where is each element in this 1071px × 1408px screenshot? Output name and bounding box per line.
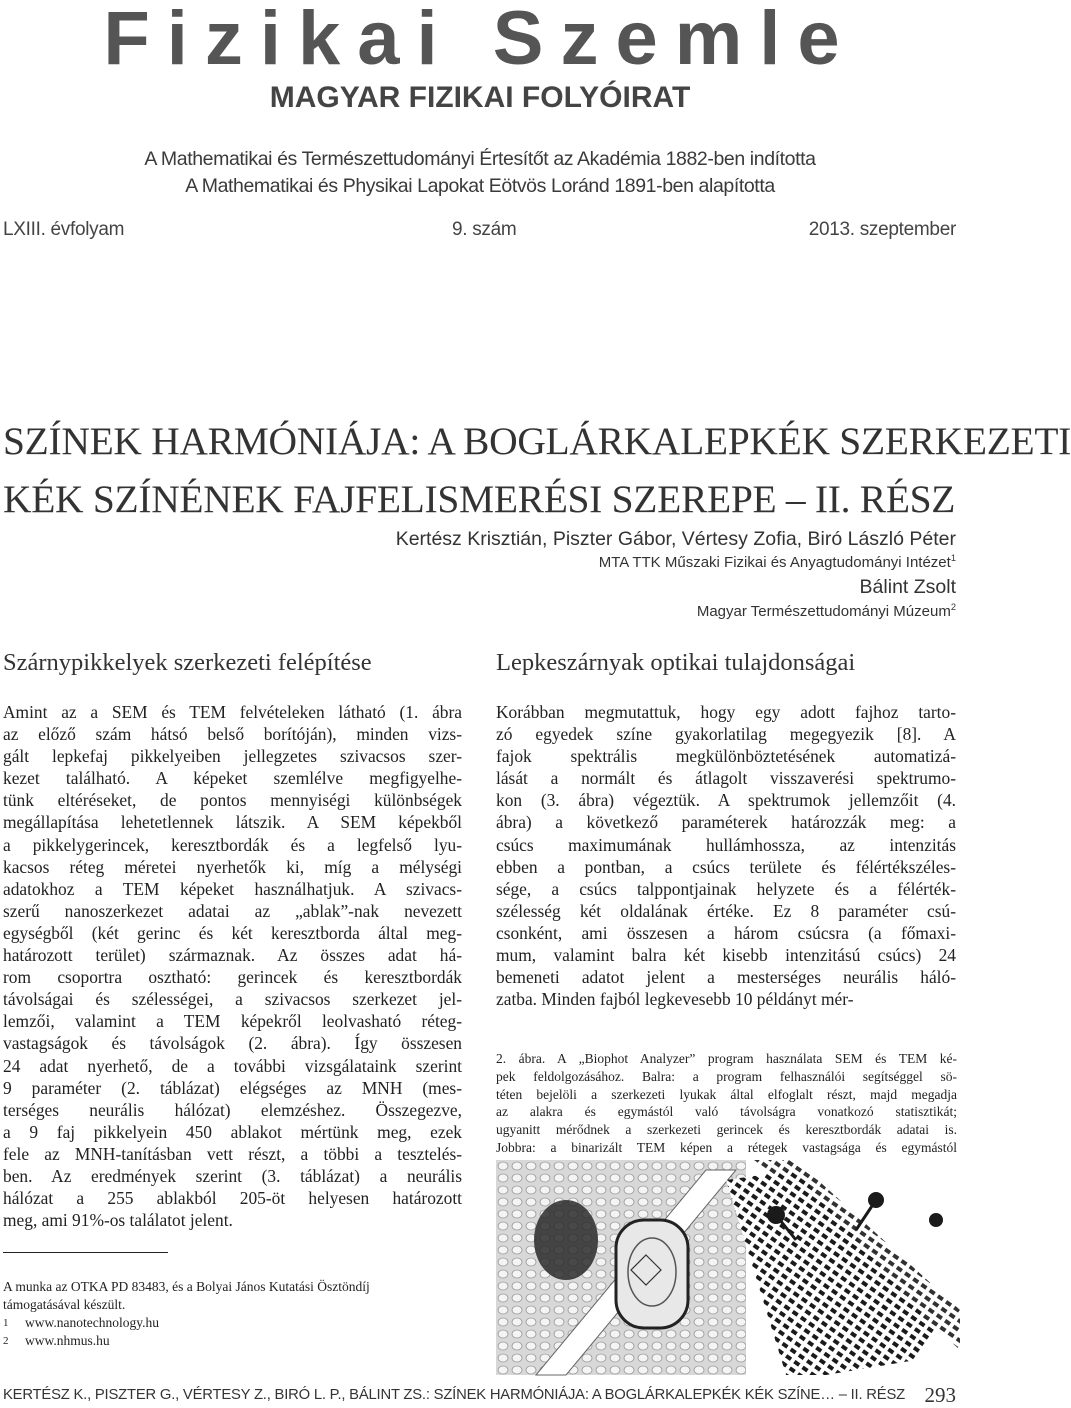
left-column-text [3, 701, 462, 1231]
funding-note: támogatásával készült. [3, 1297, 126, 1312]
text-line: adatokhoz a TEM képeket használhatjuk. A szivacs- [3, 878, 462, 899]
text-line: egységből (két gerinc és két keresztborda által meg- [3, 922, 462, 943]
footnote-url[interactable]: www.nhmus.hu [25, 1333, 110, 1348]
text-line: lemzői, valamint a TEM képekről leolvasható réteg- [3, 1011, 462, 1032]
text-line: 24 adat nyerhető, de a további vizsgálataink szerint [3, 1055, 462, 1076]
text-line: bemeneti adatot jelent a mesterséges neurális háló- [496, 967, 956, 988]
author-list: Bálint Zsolt [859, 576, 956, 598]
text-line: hálózat a 255 ablakból 205-öt helyesen határozott [3, 1188, 462, 1209]
text-line: kezet található. A képeket szemlélve megfigyelhe- [3, 768, 462, 789]
text-line: szerű nanoszerkezet adatai az „ablak”-nak nevezett [3, 900, 462, 921]
text-line: kacsos réteg méretei nyerhetők ki, míg a mélységi [3, 856, 462, 877]
issue-volume: LXIII. évfolyam [3, 219, 125, 240]
text-line: sége, a csúcs talppontjainak helyzete és a félérték- [496, 878, 956, 899]
history-line: A Mathematikai és Természettudományi Értesítőt az Akadémia 1882-ben indította [144, 148, 816, 170]
text-line: csúcs maximumának hullámhossza, az intenzitás [496, 834, 956, 855]
text-line: zatba. Minden fajból legkevesebb 10 példányt mér- [496, 989, 854, 1010]
text-line: rom csoportra osztható: gerincek és keresztbordák [3, 967, 462, 988]
text-line: a 9 faj pikkelyein 450 ablakot mértünk meg, ezek [3, 1121, 462, 1142]
text-line: távolságai és szélességei, a szivacsos szerkezet jel- [3, 989, 462, 1010]
text-line: a pikkelygerincek, keresztbordák és a legfelső lyu- [3, 834, 462, 855]
article-title-line: KÉK SZÍNÉNEK FAJFELISMERÉSI SZEREPE – II. RÉSZ [3, 477, 956, 521]
affiliation-mark: 1 [950, 553, 956, 563]
text-line: Jobbra: a binarizált TEM képen a rétegek vastagsága és egymástól [496, 1139, 957, 1155]
section-heading: Lepkeszárnyak optikai tulajdonságai [496, 649, 856, 676]
text-line: tünk eltéréseket, de pontos mennyiségi különbségek [3, 790, 462, 811]
affiliation: Magyar Természettudományi Múzeum$^2$ [696, 602, 956, 620]
journal-history [0, 146, 960, 200]
section-heading: Szárnypikkelyek szerkezeti felépítése [3, 649, 372, 676]
footnote-mark: 2 [3, 1335, 9, 1347]
text-line: terséges neurális hálózat) elemzéshez. Összegezve, [3, 1099, 462, 1120]
text-line: ugyanitt mérődnek a szerkezeti gerincek és keresztbordák adatai is. [496, 1122, 957, 1138]
text-line: Amint az a SEM és TEM felvételeken látható (1. ábra [3, 702, 462, 722]
right-column-text [496, 701, 956, 1010]
author-list: Kertész Krisztián, Piszter Gábor, Vértesy Zofia, Biró László Péter [395, 528, 956, 550]
footnote-rule [3, 1252, 168, 1253]
journal-title: Fizikai Szemle [103, 0, 857, 81]
issue-number: 9. szám [452, 219, 517, 240]
text-line: csonként, ami összesen a három csúcsra (a főmaxi- [496, 922, 956, 943]
footnote-url[interactable]: www.nanotechnology.hu [25, 1315, 159, 1330]
text-line: 2. ábra. A „Biophot Analyzer” program használata SEM és TEM ké- [496, 1051, 957, 1066]
article-title [3, 412, 1071, 528]
figure-2-image [496, 1160, 960, 1375]
footnote-1 [3, 1314, 463, 1332]
text-line: 9 paraméter (2. táblázat) elégséges az MNH (mes- [3, 1077, 462, 1098]
text-line: pek feldolgozásához. Balra: a program felhasználói segítséggel sö- [496, 1068, 957, 1084]
text-line: téten bejelöli a szerkezeti lyukak által elfoglalt részt, majd megadja [496, 1086, 957, 1102]
text-line: fele az MNH-tanításban vett részt, a többi a tesztelés- [3, 1143, 462, 1164]
text-line: lását a normált és átlagolt visszaverési spektrumo- [496, 768, 956, 789]
text-line: Korábban megmutattuk, hogy egy adott fajhoz tarto- [496, 702, 956, 722]
text-line: ábra) a következő paraméterek határozzák meg: a [496, 812, 956, 833]
page-number: 293 [924, 1383, 956, 1407]
text-line: gált lepkefaj pikkelyeiben jellegzetes szivacsos szer- [3, 746, 462, 767]
footnotes [3, 1278, 463, 1350]
footnote-mark: 1 [3, 1317, 9, 1329]
affiliation-mark: 2 [950, 602, 956, 612]
funding-note: A munka az OTKA PD 83483, és a Bolyai János Kutatási Ösztöndíj [3, 1279, 370, 1294]
affiliation: MTA TTK Műszaki Fizikai és Anyagtudományi Intézet$^1$ [598, 553, 956, 571]
article-title-line: SZÍNEK HARMÓNIÁJA: A BOGLÁRKALEPKÉK SZERKEZETI [3, 419, 1071, 463]
issue-date: 2013. szeptember [808, 219, 956, 240]
text-line: meg, ami 91%-os találatot jelent. [3, 1210, 233, 1231]
text-line: kon (3. ábra) végeztük. A spektrumok jellemzőit (4. [496, 790, 956, 811]
text-line: fajok spektrális megkülönböztetésének automatizá- [496, 746, 956, 767]
text-line: az előző szám hátsó belső borítóján), minden vizs- [3, 724, 462, 745]
text-line: zó egyedek színe gyakorlatilag megegyezik [8]. A [496, 724, 956, 745]
text-line: határozott terület) származnak. Az összes adat há- [3, 945, 462, 966]
text-line: vastagságok és távolságok (2. ábra). Így összesen [3, 1033, 462, 1054]
figure-caption [496, 1050, 957, 1175]
text-line: az alakra és egymástól való távolságra vonatkozó statisztikát; [496, 1104, 957, 1120]
authors-block [396, 527, 956, 622]
text-line: megállapítása lehetetlennek látszik. A SEM képekből [3, 812, 462, 833]
text-line: mum, valamint balra két kisebb intenzitású csúcs) 24 [496, 945, 956, 966]
running-head: KERTÉSZ K., PISZTER G., VÉRTESY Z., BIRÓ L. P., BÁLINT ZS.: SZÍNEK HARMÓNIÁJA: A BOGLÁRKALEPKÉK KÉK SZÍNE… – II. RÉSZ [3, 1387, 905, 1403]
journal-subtitle: MAGYAR FIZIKAI FOLYÓIRAT [269, 81, 691, 114]
text-line: ebben a pontban, a csúcs területe és félértékszéles- [496, 856, 956, 877]
text-line: ben. Az eredmények szerint (3. táblázat) a neurális [3, 1165, 462, 1186]
history-line: A Mathematikai és Physikai Lapokat Eötvös Loránd 1891-ben alapította [185, 175, 775, 197]
text-line: szélesség két oldalának értéke. Ez 8 paraméter csú- [496, 900, 956, 921]
footnote-2 [3, 1332, 463, 1350]
